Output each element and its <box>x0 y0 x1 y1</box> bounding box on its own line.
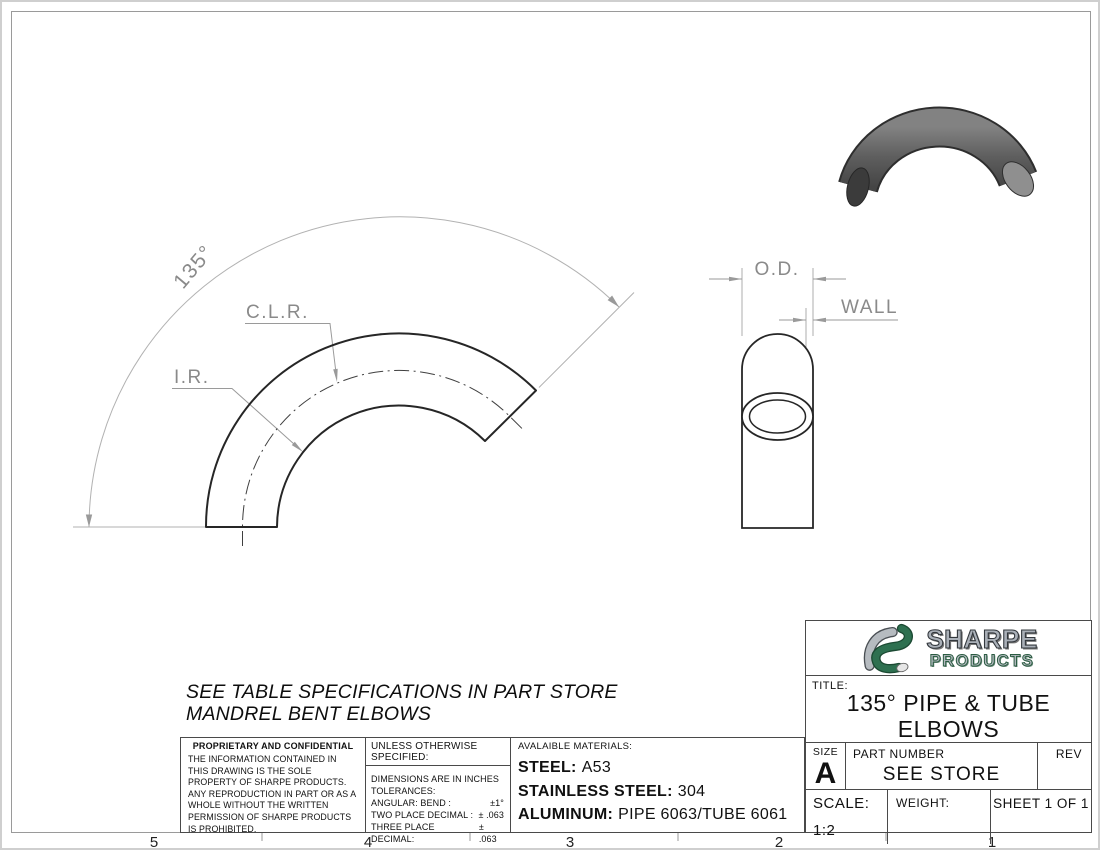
tolerances-label: TOLERANCES: <box>371 786 436 796</box>
size-cell <box>806 743 846 789</box>
elbow-main-view <box>73 217 634 546</box>
part-number-cell <box>846 743 1038 789</box>
logo-name-top: SHARPE <box>926 624 1038 655</box>
tolerance-angular-label: ANGULAR: BEND : <box>371 798 452 808</box>
materials-list <box>518 756 797 827</box>
zone-number-4: 4 <box>363 834 373 850</box>
tolerances-block <box>366 738 511 844</box>
material-steel-label: STEEL: <box>518 759 577 776</box>
zone-number-1: 1 <box>987 834 997 850</box>
clr-label: C.L.R. <box>246 302 309 323</box>
tolerance-three-place-value: ± .063 <box>478 822 497 844</box>
clr-arrow <box>333 369 338 382</box>
clr-leader-line <box>245 324 336 370</box>
elbow-centerline <box>242 370 523 546</box>
drawing-title-line2: ELBOWS <box>897 716 1000 742</box>
logo-name-bottom: PRODUCTS <box>929 652 1035 671</box>
zone-number-2: 2 <box>774 834 784 850</box>
tolerances-body <box>366 766 510 845</box>
angle-label: 135° <box>169 240 219 294</box>
title-block-right <box>805 620 1092 839</box>
spec-note-line2: MANDREL BENT ELBOWS <box>186 703 432 725</box>
zone-number-3: 3 <box>565 834 575 850</box>
sharpe-logo-monogram-icon <box>859 621 921 675</box>
material-stainless-value: 304 <box>677 782 706 800</box>
od-arrow-right <box>813 277 826 282</box>
wall-label: WALL <box>841 297 899 318</box>
part-number-value: SEE STORE <box>882 764 1001 785</box>
dimensions-units-note: DIMENSIONS ARE IN INCHES <box>371 774 499 784</box>
tolerance-row-two-place <box>371 809 504 821</box>
tolerance-two-place-value: ± .063 <box>478 810 504 820</box>
part-info-row <box>806 743 1091 790</box>
tolerance-row-angular <box>371 797 504 809</box>
materials-block <box>511 738 804 832</box>
size-value: A <box>814 757 837 790</box>
material-row-aluminum <box>518 803 797 827</box>
ir-arrow <box>292 442 303 452</box>
rev-label: REV <box>1055 747 1082 761</box>
material-aluminum-label: ALUMINUM: <box>518 806 614 823</box>
elbow-3d-render <box>843 127 1040 208</box>
drawing-title <box>806 676 1091 742</box>
weight-cell: WEIGHT: <box>888 790 991 844</box>
rev-cell <box>1038 743 1091 789</box>
material-stainless-label: STAINLESS STEEL: <box>518 782 673 800</box>
angle-extension-lines <box>73 293 634 528</box>
size-label: SIZE <box>812 746 839 758</box>
material-row-steel <box>518 756 797 780</box>
proprietary-heading: PROPRIETARY AND CONFIDENTIAL <box>192 741 354 751</box>
tolerance-three-place-label: THREE PLACE DECIMAL: <box>371 822 435 844</box>
spec-note-line1: SEE TABLE SPECIFICATIONS IN PART STORE <box>186 681 618 703</box>
material-row-stainless <box>518 780 797 804</box>
tolerance-angular-value: ±1° <box>490 798 504 808</box>
angle-dimension-arc <box>89 217 619 527</box>
tolerance-two-place-label: TWO PLACE DECIMAL : <box>371 810 474 820</box>
company-logo <box>806 621 1091 676</box>
tolerance-row-three-place <box>371 821 504 845</box>
od-label: O.D. <box>754 259 800 280</box>
wall-arrow-right <box>813 318 826 323</box>
scale-info-row <box>806 790 1091 844</box>
drawing-title-cell <box>806 676 1091 743</box>
wall-arrow-left <box>793 318 806 323</box>
zone-number-5: 5 <box>149 834 159 850</box>
title-block-left <box>180 737 805 844</box>
tolerances-heading: UNLESS OTHERWISE SPECIFIED: <box>366 738 510 766</box>
sharpe-logo-text <box>926 626 1037 670</box>
ir-leader-line <box>172 389 295 445</box>
materials-heading: AVALAIBLE MATERIALS: <box>518 741 633 752</box>
part-number-label: PART NUMBER <box>853 747 945 761</box>
material-steel-value: A53 <box>581 759 612 776</box>
od-arrow-left <box>729 277 742 282</box>
ir-label: I.R. <box>174 367 210 388</box>
elbow-outline <box>206 333 536 527</box>
material-aluminum-value: PIPE 6063/TUBE 6061 <box>618 806 788 823</box>
proprietary-body: THE INFORMATION CONTAINED IN THIS DRAWING IS THE SOLE PROPERTY OF SHARPE PRODUCTS. ANY REPRODUCTION IN PART OR AS A WHOLE WITHOUT THE WRITTEN PERMISSION OF SHARPE PRODUCTS IS PROHIBITED. <box>188 754 356 834</box>
angle-arrow-left <box>86 515 92 528</box>
title-field-label: TITLE: <box>812 680 849 692</box>
spec-note <box>186 681 618 725</box>
scale-cell: SCALE: 1:2 <box>806 790 888 844</box>
elbow-end-view <box>709 259 898 528</box>
proprietary-block <box>181 738 366 832</box>
sheet-count-cell: SHEET 1 OF 1 <box>993 796 1089 811</box>
drawing-title-line1: 135° PIPE & TUBE <box>846 690 1051 716</box>
